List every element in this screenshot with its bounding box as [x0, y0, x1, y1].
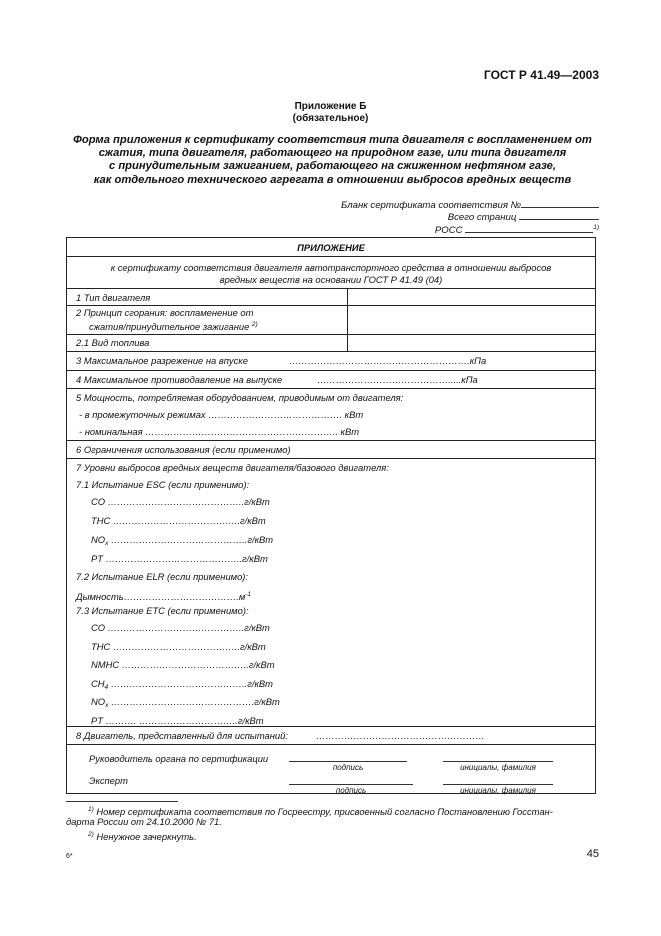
row-divider [67, 305, 595, 306]
pollutant-row [91, 622, 270, 633]
sheet-mark: 6* [66, 853, 73, 860]
intake-depression-fill: ………………………………………………….кПа [289, 355, 487, 366]
page-number: 45 [586, 848, 599, 860]
smoke-value [76, 589, 251, 602]
engine-type-label: 1 Тип двигателя [76, 292, 151, 303]
footnote-mark: 2) [88, 831, 94, 838]
initials-caption: инициалы, фамилия [460, 786, 536, 795]
certificate-number-field[interactable] [521, 198, 599, 208]
appendix-title: Приложение Б [294, 101, 367, 112]
pollutant-name: THC [91, 640, 111, 652]
certificate-number-label: Бланк сертификата соответствия № [340, 200, 521, 211]
auxiliary-power-rated: - номинальная …………………………………………………….. кВт [79, 426, 360, 437]
footnote-2-text: Ненужное зачеркнуть. [96, 831, 197, 842]
pollutant-name: THC [91, 515, 111, 526]
signature-caption: подпись [335, 786, 367, 795]
pollutant-name: PT [91, 553, 103, 564]
total-pages-field[interactable] [519, 210, 599, 220]
row-divider [67, 744, 595, 745]
exhaust-backpressure-label: 4 Максимальное противодавление на выпуске [76, 374, 283, 385]
row-divider [67, 388, 595, 389]
form-title-line: с принудительным зажиганием, работающего на сжиженном нефтяном газе, [109, 160, 556, 173]
form-title-line: как отдельного технического агрегата в отношении выбросов вредных веществ [93, 173, 572, 186]
ross-label: РОСС [434, 225, 463, 236]
table-intro-line: к сертификату соответствия двигателя автотранспортного средства в отношении выбросов [110, 262, 552, 273]
footnote-1-text: Номер сертификата соответствия по Госреестру, присвоенный согласно Постановлению Госстан- [96, 806, 553, 817]
row-divider [67, 256, 595, 257]
pollutant-value-fill: ……………………………………..г/кВт [107, 496, 270, 507]
combustion-principle-label-2 [89, 319, 258, 332]
pollutant-subscript: 4 [104, 683, 109, 691]
column-divider [347, 288, 348, 351]
certification-head-label: Руководитель органа по сертификации [89, 753, 269, 764]
pollutant-name: CH [91, 677, 105, 689]
row-divider [67, 351, 595, 352]
expert-label: Эксперт [89, 775, 128, 786]
pollutant-value-fill: ………. …………………………..г/кВт [105, 714, 264, 726]
footnote-ref: 2) [251, 321, 258, 328]
ross-line [435, 222, 599, 237]
row-divider [67, 458, 595, 459]
total-pages-label: Всего страниц [447, 212, 517, 223]
combustion-principle-text: сжатия/принудительное зажигание [89, 321, 250, 332]
pollutant-row [91, 496, 270, 507]
expert-initials-line[interactable] [443, 784, 553, 785]
pollutant-value-fill: ……………………………………..г/кВт [110, 534, 274, 545]
emission-levels-label: 7 Уровни выбросов вредных веществ двигателя/базового двигателя: [76, 462, 389, 473]
tested-engine-label: 8 Двигатель, представленный для испытаний: [76, 730, 288, 741]
pollutant-name: CO [91, 496, 106, 507]
pollutant-row [91, 641, 266, 652]
pollutant-row [91, 659, 275, 670]
pollutant-row [91, 515, 266, 526]
footnote-mark: 1) [88, 806, 94, 813]
auxiliary-power-label: 5 Мощность, потребляемая оборудованием, приводимым от двигателя: [76, 392, 404, 403]
form-title [60, 134, 605, 187]
pollutant-name: PT [91, 714, 103, 726]
row-divider [67, 334, 595, 335]
fuel-type-label: 2.1 Вид топлива [76, 337, 150, 348]
appendix-subtitle: (обязательное) [292, 113, 369, 124]
footnote-1-continued: дарта России от 24.10.2000 № 71. [66, 816, 222, 827]
pollutant-value-fill: …………………………………..г/кВт [121, 659, 275, 670]
exhaust-backpressure-fill: …………………………………….....кПа [317, 374, 478, 385]
pollutant-name: NO [91, 696, 106, 707]
pollutant-name: CO [91, 622, 106, 633]
document-code: ГОСТ Р 41.49—2003 [483, 68, 599, 82]
ross-field[interactable] [465, 223, 593, 233]
head-signature-line[interactable] [289, 761, 407, 762]
pollutant-subscript: x [105, 702, 109, 709]
expert-signature-line[interactable] [289, 784, 413, 785]
form-title-line: Форма приложения к сертификату соответствия типа двигателя с воспламенением от [73, 134, 592, 146]
table-intro-line: вредных веществ на основании ГОСТ Р 41.49 (04) [219, 274, 443, 285]
pollutant-row [91, 715, 264, 726]
row-divider [67, 440, 595, 441]
footnote-ref: 1) [593, 224, 599, 231]
footnote-separator [66, 801, 178, 802]
row-divider [67, 288, 595, 289]
auxiliary-power-intermediate: - в промежуточных режимах ……………………………………. кВт [79, 409, 364, 420]
appendix-form-table [66, 237, 596, 794]
intake-depression-label: 3 Максимальное разрежение на впуске [76, 355, 248, 366]
pollutant-value-fill: ……………………………………..г/кВт [107, 622, 270, 633]
pollutant-row [91, 696, 280, 711]
usage-restrictions-label: 6 Ограничения использования (если применимо) [76, 444, 291, 455]
table-heading: ПРИЛОЖЕНИЕ [297, 242, 365, 253]
esc-test-label: 7.1 Испытание ESC (если применимо): [76, 479, 250, 490]
pollutant-row [91, 678, 273, 693]
head-initials-line[interactable] [443, 761, 553, 762]
pollutant-name: NO [91, 534, 106, 545]
pollutant-value-fill: …………………………………..г/кВт [112, 640, 266, 652]
pollutant-value-fill: …………………………………..г/кВт [112, 515, 266, 526]
pollutant-value-fill: ……………………………………..г/кВт [105, 553, 268, 564]
form-title-line: сжатия, типа двигателя, работающего на природном газе, или типа двигателя [98, 147, 567, 160]
footnote-2 [88, 829, 197, 843]
combustion-principle-label: 2 Принцип сгорания: воспламенение от [76, 307, 254, 318]
appendix-heading [0, 101, 661, 125]
signature-caption: подпись [332, 763, 364, 772]
row-divider [67, 370, 595, 371]
unit-exponent: -1 [245, 591, 252, 598]
pollutant-row [91, 534, 273, 549]
smoke-text: Дымность……………………………….м [76, 591, 246, 602]
pollutant-name: NMHC [91, 659, 120, 670]
row-divider [67, 726, 595, 727]
pollutant-value-fill: ……………………………………..г/кВт [110, 677, 273, 689]
etc-test-label: 7.3 Испытание ETC (если применимо): [76, 605, 249, 616]
pollutant-subscript: x [105, 540, 109, 547]
elr-test-label: 7.2 Испытание ELR (если применимо): [76, 571, 249, 582]
initials-caption: инициалы, фамилия [460, 763, 536, 772]
pollutant-value-fill: ……………………………………….г/кВт [110, 696, 280, 707]
pollutant-row [91, 553, 268, 564]
tested-engine-fill: ……………………………………………… [316, 730, 485, 741]
